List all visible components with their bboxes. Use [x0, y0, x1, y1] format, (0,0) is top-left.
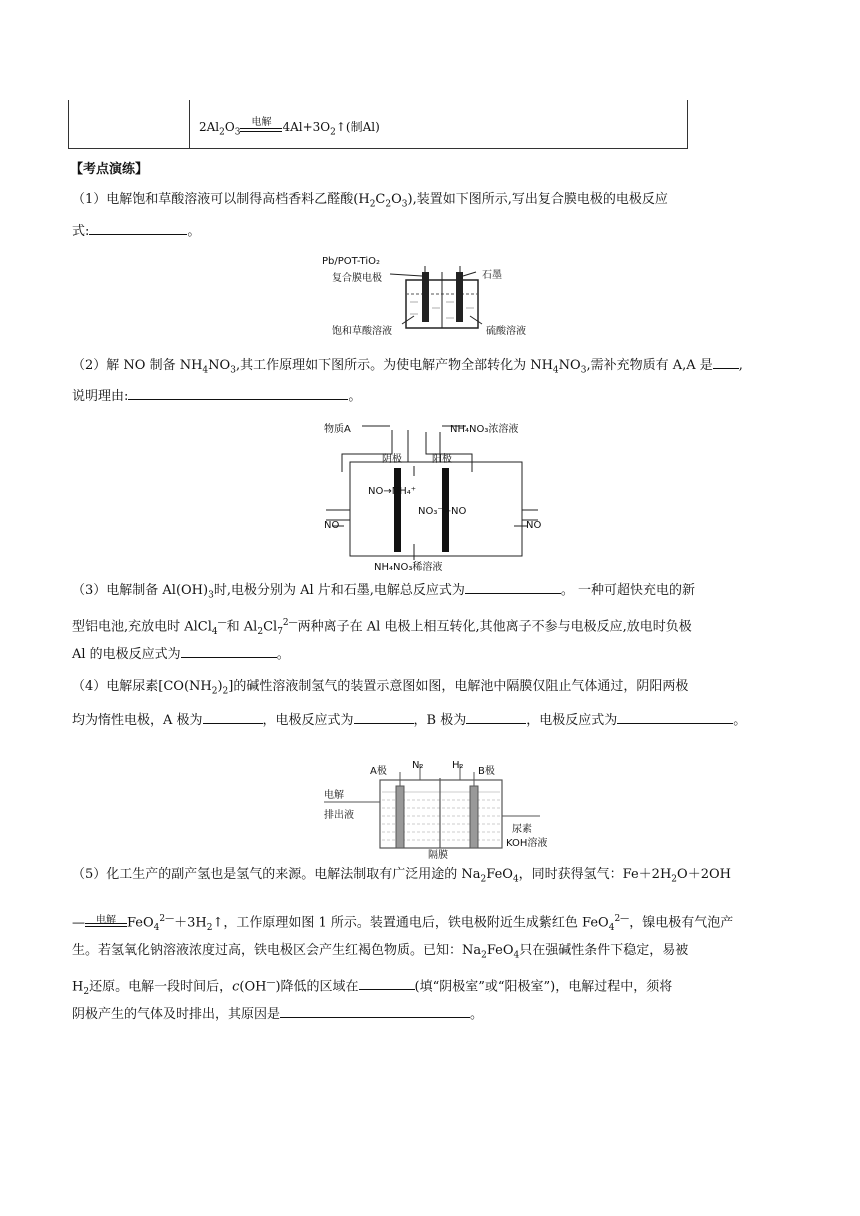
q1-label-oxalic-solution: 饱和草酸溶液 [332, 326, 392, 337]
q1-line1: （1）电解饱和草酸溶液可以制得高档香料乙醛酸$(H_2C_2O_3)$,装置如下图所示,写出复合膜电极的电极反应 [72, 192, 668, 210]
q5-line3: 生。若氢氧化钠溶液浓度过高，铁电极区会产生红褐色物质。已知：$Na_2FeO_4$只在强碱性条件下稳定，易被 [72, 943, 689, 961]
q2-label-no-right: NO [526, 520, 542, 531]
answer-blank[interactable] [280, 1003, 470, 1018]
table-cell-divider [189, 100, 190, 148]
answer-blank[interactable] [466, 709, 526, 724]
electrolysis-arrow: 电解 [240, 121, 282, 135]
q3-line3: Al 的电极反应式为 。 [72, 642, 792, 668]
section-title: 【考点演练】 [70, 162, 149, 177]
q2-electrolysis-diagram [322, 416, 542, 572]
q4-urea-electrolysis-diagram [320, 758, 550, 861]
q1-line2: 式: 。 [72, 219, 792, 245]
answer-blank[interactable] [354, 709, 414, 724]
q2-label-no-left: NO [324, 520, 340, 531]
answer-blank[interactable] [203, 709, 263, 724]
q4-label-membrane: 隔膜 [428, 850, 448, 861]
q1-label-electrode-material: Pb/POT-TiO₂ [322, 256, 380, 267]
q1-label-composite-electrode: 复合膜电极 [332, 273, 382, 284]
q1-electrolysis-diagram [310, 252, 570, 342]
answer-blank[interactable] [713, 354, 739, 369]
answer-blank[interactable] [89, 220, 187, 235]
answer-blank[interactable] [617, 709, 733, 724]
q4-label-b-pole: B极 [478, 766, 495, 777]
q4-label-n2: N₂ [412, 760, 424, 771]
q2-apparatus-svg [322, 416, 542, 572]
q2-label-no3-from-no: NO₃⁻←NO [418, 506, 467, 517]
q4-label-urea: 尿素 [512, 824, 532, 835]
q1-label-graphite: 石墨 [482, 270, 502, 281]
electrolysis-equation-al: $2Al_2O_3$ 电解 $4Al+3O_2↑$(制Al) [199, 116, 380, 138]
answer-blank[interactable] [359, 975, 415, 990]
q4-label-a-pole: A极 [370, 766, 387, 777]
q4-line1: （4）电解尿素$[CO(NH_2)_2]$的碱性溶液制氢气的装置示意图如图，电解池中隔膜仅阻止气体通过，阴阳两极 [72, 679, 689, 697]
q5-line1: （5）化工生产的副产氢也是氢气的来源。电解法制取有广泛用途的 $Na_2FeO_4$，同时获得氢气：$Fe+2H_2O+2OH$ [72, 867, 731, 885]
q2-label-dilute-in: NH₄NO₃稀溶液 [374, 562, 443, 573]
q5-line5: 阴极产生的气体及时排出，其原因是 。 [72, 1002, 792, 1028]
q4-label-outflow-2: 排出液 [324, 810, 354, 821]
q5-line2: — 电解 $FeO_4^{2—}+3H_2↑$，工作原理如图 1 所示。装置通电后，铁电极附近生成紫红色 FeO$_4^{2—}$，镍电极有气泡产 [72, 914, 734, 933]
q2-label-concentrated-out: NH₄NO₃浓溶液 [450, 424, 519, 435]
q4-label-koh: KOH溶液 [506, 838, 548, 849]
q2-label-cathode: 阴极 [382, 454, 402, 465]
q2-line2: 说明理由: 。 [72, 384, 792, 410]
q3-line2: 型铝电池,充放电时 AlCl$_4$—和 $Al_2Cl_7^{2—}$两种离子在 Al 电极上相互转化,其他离子不参与电极反应,放电时负极 [72, 618, 692, 637]
q1-label-sulfuric-solution: 硫酸溶液 [486, 326, 526, 337]
answer-blank[interactable] [181, 643, 277, 658]
q2-label-anode: 阳极 [432, 454, 452, 465]
q3-line1: （3）电解制备 $Al(OH)_3$时,电极分别为 Al 片和石墨,电解总反应式为 。 一种可超快充电的新 [72, 578, 792, 609]
q2-line1: （2）解 NO 制备 $NH_4NO_3$,其工作原理如下图所示。为使电解产物全部转化为 $NH_4NO_3$,需补充物质有 A,A 是 , [72, 353, 792, 384]
electrolysis-arrow: 电解 [85, 916, 127, 930]
q2-label-no-to-nh4: NO→NH₄⁺ [368, 486, 417, 497]
q4-line2: 均为惰性电极，A 极为 ，电极反应式为 ，B 极为 ，电极反应式为 。 [72, 708, 792, 734]
q4-label-outflow-1: 电解 [324, 790, 344, 801]
q2-label-substance-a: 物质A [324, 424, 351, 435]
answer-blank[interactable] [465, 579, 561, 594]
answer-blank[interactable] [128, 385, 348, 400]
q4-label-h2: H₂ [452, 760, 464, 771]
q5-line4: $H_2$还原。电解一段时间后，c(OH—)降低的区域在 (填“阴极室”或“阳极室”)，电解过程中，须将 [72, 970, 792, 1005]
table-row [68, 100, 688, 149]
